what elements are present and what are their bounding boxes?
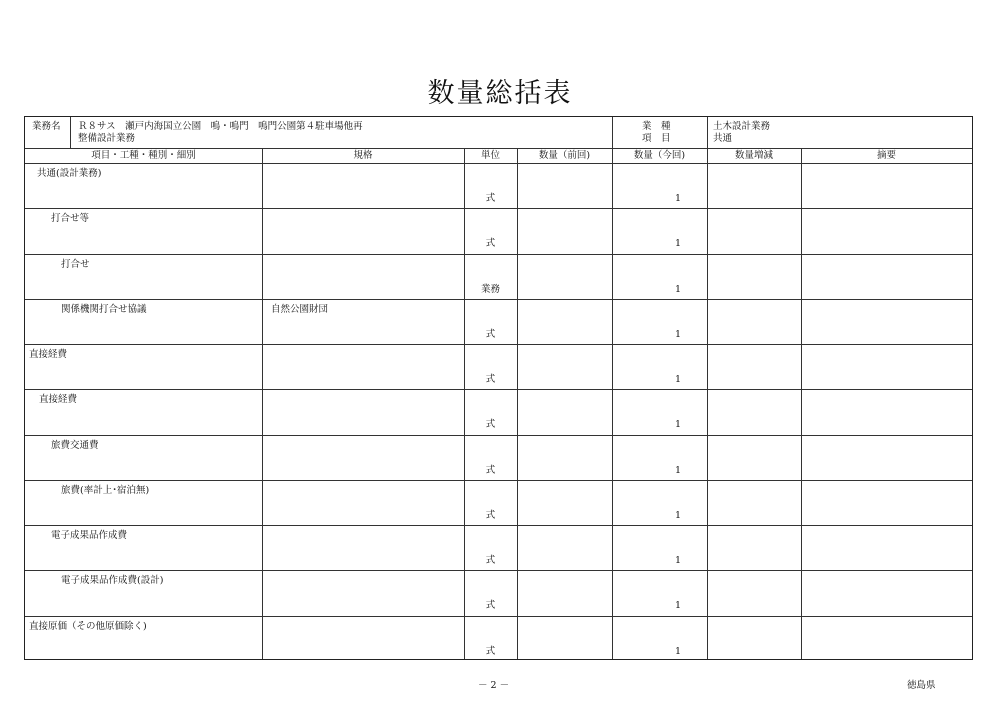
quantity-now: 1 — [674, 238, 681, 250]
summary-table — [24, 116, 973, 660]
unit: 式 — [485, 464, 496, 476]
quantity-now: 1 — [674, 509, 681, 521]
item-name: 共通(設計業務) — [37, 168, 102, 179]
business-name-label: 業務名 — [32, 121, 61, 132]
row-divider — [25, 480, 972, 481]
column-divider — [464, 148, 465, 659]
item-name: 旅費(率計上･宿泊無) — [61, 484, 150, 496]
organization-name: 徳島県 — [907, 680, 936, 691]
info-divider-1 — [70, 117, 71, 148]
item-label: 項 目 — [642, 133, 671, 144]
column-divider — [707, 148, 708, 659]
item-name: 直接経費 — [39, 394, 78, 406]
column-header: 数量増減 — [734, 150, 773, 161]
unit: 式 — [485, 645, 496, 657]
unit: 式 — [485, 328, 496, 340]
quantity-now: 1 — [674, 328, 681, 340]
row-divider — [25, 525, 972, 526]
unit: 式 — [485, 419, 496, 431]
item-name: 直接経費 — [29, 349, 68, 361]
unit: 式 — [485, 509, 496, 521]
type-label: 業 種 — [642, 121, 671, 132]
item-name: 直接原価（その他原価除く) — [29, 620, 147, 632]
business-name-line1: Ｒ８サス 瀬戸内海国立公園 鳴・鳴門 鳴門公園第４駐車場他再 — [78, 121, 363, 132]
quantity-now: 1 — [674, 555, 681, 567]
column-header: 項目・工種・種別・細別 — [91, 150, 196, 161]
item-value: 共通 — [713, 133, 733, 144]
column-divider — [262, 148, 263, 659]
column-header: 数量（前回) — [538, 150, 591, 161]
column-header: 摘要 — [876, 150, 896, 161]
row-divider — [25, 299, 972, 300]
spec: 自然公園財団 — [271, 303, 329, 315]
type-value: 土木設計業務 — [713, 121, 771, 132]
quantity-now: 1 — [674, 464, 681, 476]
row-divider — [25, 254, 972, 255]
header-bottom-line — [25, 163, 972, 164]
info-divider-2 — [612, 117, 613, 148]
row-divider — [25, 389, 972, 390]
quantity-now: 1 — [674, 283, 681, 295]
row-divider — [25, 208, 972, 209]
quantity-now: 1 — [674, 374, 681, 386]
quantity-now: 1 — [674, 645, 681, 657]
row-divider — [25, 570, 972, 571]
unit: 式 — [485, 600, 496, 612]
column-header: 規格 — [353, 150, 373, 161]
column-header: 数量（今回) — [633, 150, 686, 161]
column-divider — [801, 148, 802, 659]
row-divider — [25, 344, 972, 345]
quantity-now: 1 — [674, 419, 681, 431]
business-name-line2: 整備設計業務 — [78, 133, 136, 144]
item-name: 関係機関打合せ協議 — [61, 303, 147, 315]
column-header: 単位 — [480, 150, 500, 161]
unit: 式 — [485, 238, 496, 250]
item-name: 旅費交通費 — [51, 439, 99, 451]
column-divider — [612, 148, 613, 659]
item-name: 打合せ — [61, 258, 90, 270]
unit: 業務 — [480, 283, 500, 295]
row-divider — [25, 435, 972, 436]
column-divider — [517, 148, 518, 659]
quantity-now: 1 — [674, 193, 681, 204]
row-divider — [25, 616, 972, 617]
item-name: 電子成果品作成費 — [51, 530, 128, 542]
page-number: － 2 － — [478, 680, 510, 691]
unit: 式 — [485, 193, 496, 204]
item-name: 電子成果品作成費(設計) — [61, 575, 164, 587]
info-divider-3 — [707, 117, 708, 148]
unit: 式 — [485, 555, 496, 567]
page-title: 数量総括表 — [427, 78, 573, 109]
unit: 式 — [485, 374, 496, 386]
quantity-now: 1 — [674, 600, 681, 612]
item-name: 打合せ等 — [51, 213, 90, 225]
